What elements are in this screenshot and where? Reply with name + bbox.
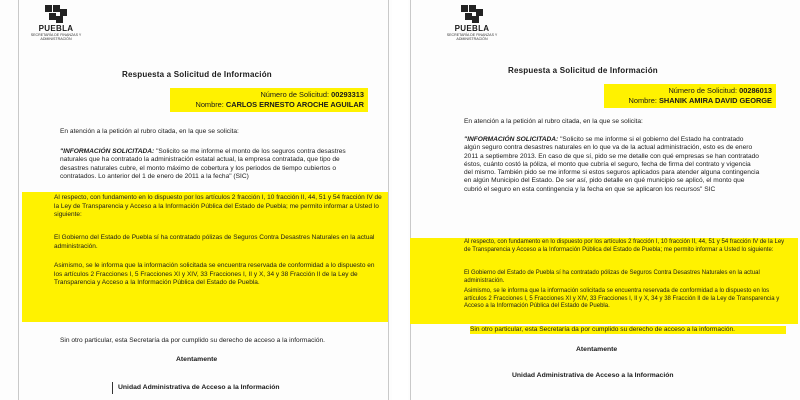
reservation-paragraph: Asimismo, se le informa que la información solicitada se encuentra reservada de conformidad a lo dispuesto en los artículos 2 Fracciones I, 5 Fracciones XI y XIV, 33 Fracciones I, II y X, 34 y 38 Fracción II de la Ley de Transparencia y Acceso a la Información Pública del Estado de Puebla. (464, 288, 780, 310)
request-number: 00293313 (331, 90, 364, 99)
request-info-box (170, 88, 368, 112)
sign-off: Atentamente (176, 356, 218, 363)
puebla-logo-icon (442, 5, 502, 41)
requester-name: SHANIK AMIRA DAVID GEORGE (658, 96, 772, 105)
logo-subtitle: SECRETARÍA DE FINANZAS Y ADMINISTRACIÓN (446, 33, 498, 41)
page-edge (410, 0, 411, 400)
document-title: Respuesta a Solicitud de Información (508, 66, 658, 75)
signature-mark (112, 382, 113, 394)
requester-name: CARLOS ERNESTO AROCHE AGUILAR (225, 100, 364, 109)
document-title: Respuesta a Solicitud de Información (122, 70, 272, 79)
closing-text: Sin otro particular, esta Secretaría da por cumplido su derecho de acceso a la información. (60, 337, 325, 344)
logo-name: PUEBLA (38, 24, 74, 33)
unit-name: Unidad Administrativa de Acceso a la Información (118, 384, 280, 391)
policy-paragraph: El Gobierno del Estado de Puebla sí ha contratado pólizas de Seguros Contra Desastres Naturales en la actual administración. (54, 234, 375, 250)
reservation-paragraph: Asimismo, se le informa que la información solicitada se encuentra reservada de conformidad a lo dispuesto en los artículos 2 Fracciones I, 5 Fracciones XI y XIV, 33 Fracciones I, II y X, 34 y 38 Fracción II de la Ley de Transparencia y Acceso a la Información Pública del Estado de Puebla. (54, 262, 375, 287)
requested-info (60, 148, 356, 181)
unit-name: Unidad Administrativa de Acceso a la Información (512, 372, 674, 379)
request-label: Número de Solicitud: (668, 86, 738, 95)
name-label: Nombre: (195, 100, 224, 109)
intro-text: En atención a la petición al rubro citada, en la que se solicita: (464, 118, 643, 125)
request-number: 00286013 (739, 86, 772, 95)
request-label: Número de Solicitud: (260, 90, 330, 99)
policy-paragraph: El Gobierno del Estado de Puebla sí ha contratado pólizas de Seguros Contra Desastres Naturales en la actual administración. (464, 270, 760, 284)
sign-off: Atentamente (576, 346, 618, 353)
name-label: Nombre: (628, 96, 657, 105)
intro-text: En atención a la petición al rubro citada, en la que se solicita: (60, 128, 239, 135)
info-text: "Solicito se me informe el monto de los seguros contra desastres naturales que ha contratado la administración estatal actual, la empresa contratada, que tipo de desastres naturales cubre, el monto máximo de cobertura y los periodos de tiempo cubiertos o contratados. Lo anterior del 1 de enero de 2011 a la fecha" (SIC) (60, 148, 346, 180)
document-page-right (408, 0, 800, 400)
response-highlight (22, 192, 388, 322)
legal-basis-paragraph: Al respecto, con fundamento en lo dispuesto por los artículos 2 fracción I, 10 fracción II, 44, 51 y 54 fracción IV de la Ley de Transparencia y Acceso a la Información Pública del Estado de Puebla; me permito informar a Usted lo siguiente: (464, 239, 785, 253)
legal-basis-paragraph: Al respecto, con fundamento en lo dispuesto por los artículos 2 fracción I, 10 fracción II, 44, 51 y 54 fracción IV de la Ley de Transparencia y Acceso a la Información Pública del Estado de Puebla; me permito informar a Usted lo siguiente: (54, 194, 382, 219)
logo-name: PUEBLA (454, 24, 490, 33)
page-gutter (392, 0, 408, 400)
page-edge (18, 0, 19, 400)
puebla-logo-icon (26, 5, 86, 41)
logo-subtitle: SECRETARÍA DE FINANZAS Y ADMINISTRACIÓN (30, 33, 82, 41)
response-highlight (410, 238, 798, 324)
info-label: "INFORMACIÓN SOLICITADA: (464, 136, 559, 143)
info-label: "INFORMACIÓN SOLICITADA: (60, 148, 155, 155)
page-edge (388, 0, 389, 400)
closing-text: Sin otro particular, esta Secretaría da por cumplido su derecho de acceso a la información. (470, 326, 786, 334)
requested-info (464, 136, 760, 194)
info-text: "Solicito se me informe si el gobierno del Estado ha contratado algún seguro contra desastres naturales en lo que va de la actual administración, esto es de enero 2011 a septiembre 2013. En caso de que sí, pido se me detalle con qué empresas se han contratado éstos, cuánto costó la póliza, el monto que cubría el seguro, fecha de firma del contrato y vigencia del mismo. También pido se me informe si estos seguros aplicados para atender alguna contingencia en algún Municipio del Estado. De ser así, pido detalle en qué municipio se aplicó, el monto que cubrió el seguro en esta contingencia y la fecha en que se aplicaron los recursos" SIC (464, 136, 760, 193)
document-page-left (0, 0, 392, 400)
request-info-box (604, 84, 776, 108)
